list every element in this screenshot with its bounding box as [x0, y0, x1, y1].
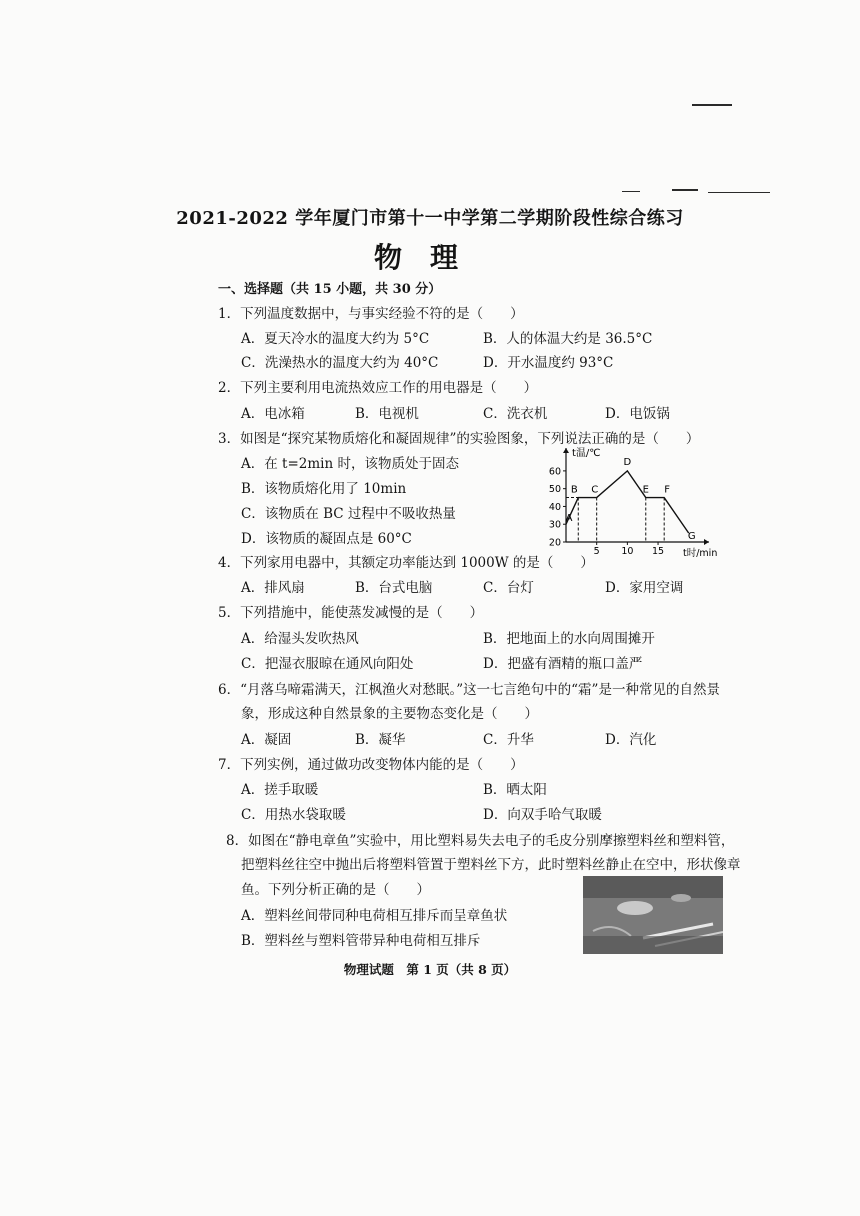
q7-option-c: C．用热水袋取暖 — [241, 807, 346, 823]
q2-option-c: C．洗衣机 — [483, 406, 548, 422]
q4-option-d: D．家用空调 — [605, 580, 684, 596]
question-7: 7．下列实例，通过做功改变物体内能的是（ ） — [218, 757, 524, 773]
question-3: 3．如图是“探究某物质熔化和凝固规律”的实验图象，下列说法正确的是（ ） — [218, 431, 700, 447]
q5-option-b: B．把地面上的水向周围摊开 — [483, 631, 655, 647]
x-tick-label: 15 — [651, 546, 665, 557]
melting-curve-graph — [530, 442, 720, 560]
question-5: 5．下列措施中，能使蒸发减慢的是（ ） — [218, 605, 484, 621]
point-label-g: G — [687, 531, 696, 543]
exam-title: 2021-2022 学年厦门市第十一中学第二学期阶段性综合练习 — [176, 208, 684, 229]
q3-option-b: B．该物质熔化用了 10min — [241, 481, 407, 497]
q1-option-d: D．开水温度约 93°C — [483, 355, 614, 371]
q3-option-d: D．该物质的凝固点是 60°C — [241, 531, 412, 547]
question-8-line-2: 把塑料丝往空中抛出后将塑料管置于塑料丝下方，此时塑料丝静止在空中，形状像章 — [241, 857, 741, 873]
q8-option-a: A．塑料丝间带同种电荷相互排斥而呈章鱼状 — [241, 908, 508, 924]
y-tick-label: 60 — [548, 466, 561, 478]
page-footer: 物理试题 第 1 页（共 8 页） — [343, 962, 517, 977]
y-tick-label: 30 — [548, 519, 561, 531]
q5-option-d: D．把盛有酒精的瓶口盖严 — [483, 656, 643, 672]
temperature-curve — [566, 471, 689, 533]
q7-option-b: B．晒太阳 — [483, 782, 547, 798]
q4-option-b: B．台式电脑 — [355, 580, 433, 596]
x-axis-arrow — [704, 539, 709, 545]
x-tick-label: 10 — [621, 546, 634, 557]
q5-option-c: C．把湿衣服晾在通风向阳处 — [241, 656, 414, 672]
q6-option-a: A．凝固 — [241, 732, 292, 748]
point-label-d: D — [623, 456, 632, 468]
question-4: 4．下列家用电器中，其额定功率能达到 1000W 的是（ ） — [218, 555, 594, 571]
question-6: 6．“月落乌啼霜满天，江枫渔火对愁眠。”这一七言绝句中的“霜”是一种常见的自然景 — [218, 682, 720, 698]
scan-mark — [622, 191, 640, 192]
y-axis-label: t温/℃ — [572, 448, 601, 459]
q3-option-c: C．该物质在 BC 过程中不吸收热量 — [241, 506, 456, 522]
q7-option-d: D．向双手哈气取暖 — [483, 807, 602, 823]
q1-option-a: A．夏天冷水的温度大约为 5°C — [241, 331, 430, 347]
q2-option-d: D．电饭锅 — [605, 406, 670, 422]
scan-mark — [672, 189, 698, 191]
point-label-f: F — [664, 484, 671, 496]
y-tick-label: 50 — [548, 484, 561, 496]
q3-option-a: A．在 t=2min 时，该物质处于固态 — [241, 456, 459, 472]
point-label-e: E — [642, 484, 649, 496]
q6-option-c: C．升华 — [483, 732, 534, 748]
point-label-b: B — [570, 484, 578, 496]
question-1: 1．下列温度数据中，与事实经验不符的是（ ） — [218, 306, 524, 322]
x-axis-label: t时/min — [683, 548, 718, 559]
q1-option-b: B．人的体温大约是 36.5°C — [483, 331, 653, 347]
subject-title: 物理 — [373, 241, 486, 274]
q6-option-b: B．凝华 — [355, 732, 406, 748]
q4-option-a: A．排风扇 — [241, 580, 305, 596]
q2-option-b: B．电视机 — [355, 406, 419, 422]
y-axis-arrow — [563, 448, 569, 453]
q8-option-b: B．塑料丝与塑料管带异种电荷相互排斥 — [241, 933, 481, 949]
q4-option-c: C．台灯 — [483, 580, 534, 596]
question-6-line-2: 象，形成这种自然景象的主要物态变化是（ ） — [241, 706, 538, 722]
question-2: 2．下列主要利用电流热效应工作的用电器是（ ） — [218, 380, 538, 396]
point-label-c: C — [591, 484, 599, 496]
question-8-line-3: 鱼。下列分析正确的是（ ） — [241, 882, 430, 898]
q5-option-a: A．给湿头发吹热风 — [241, 631, 359, 647]
section-heading: 一、选择题（共 15 小题，共 30 分） — [218, 282, 442, 297]
question-8: 8．如图在“静电章鱼”实验中，用比塑料易失去电子的毛皮分别摩擦塑料丝和塑料管， — [226, 833, 735, 849]
x-tick-label: 5 — [593, 546, 600, 557]
y-tick-label: 40 — [548, 501, 561, 513]
point-label-a: A — [565, 513, 573, 525]
q1-option-c: C．洗澡热水的温度大约为 40°C — [241, 355, 439, 371]
q2-option-a: A．电冰箱 — [241, 406, 305, 422]
q6-option-d: D．汽化 — [605, 732, 657, 748]
scan-mark — [692, 104, 732, 106]
static-octopus-photo — [583, 876, 723, 954]
y-tick-label: 20 — [548, 537, 561, 549]
scan-mark — [708, 192, 770, 193]
q7-option-a: A．搓手取暖 — [241, 782, 319, 798]
